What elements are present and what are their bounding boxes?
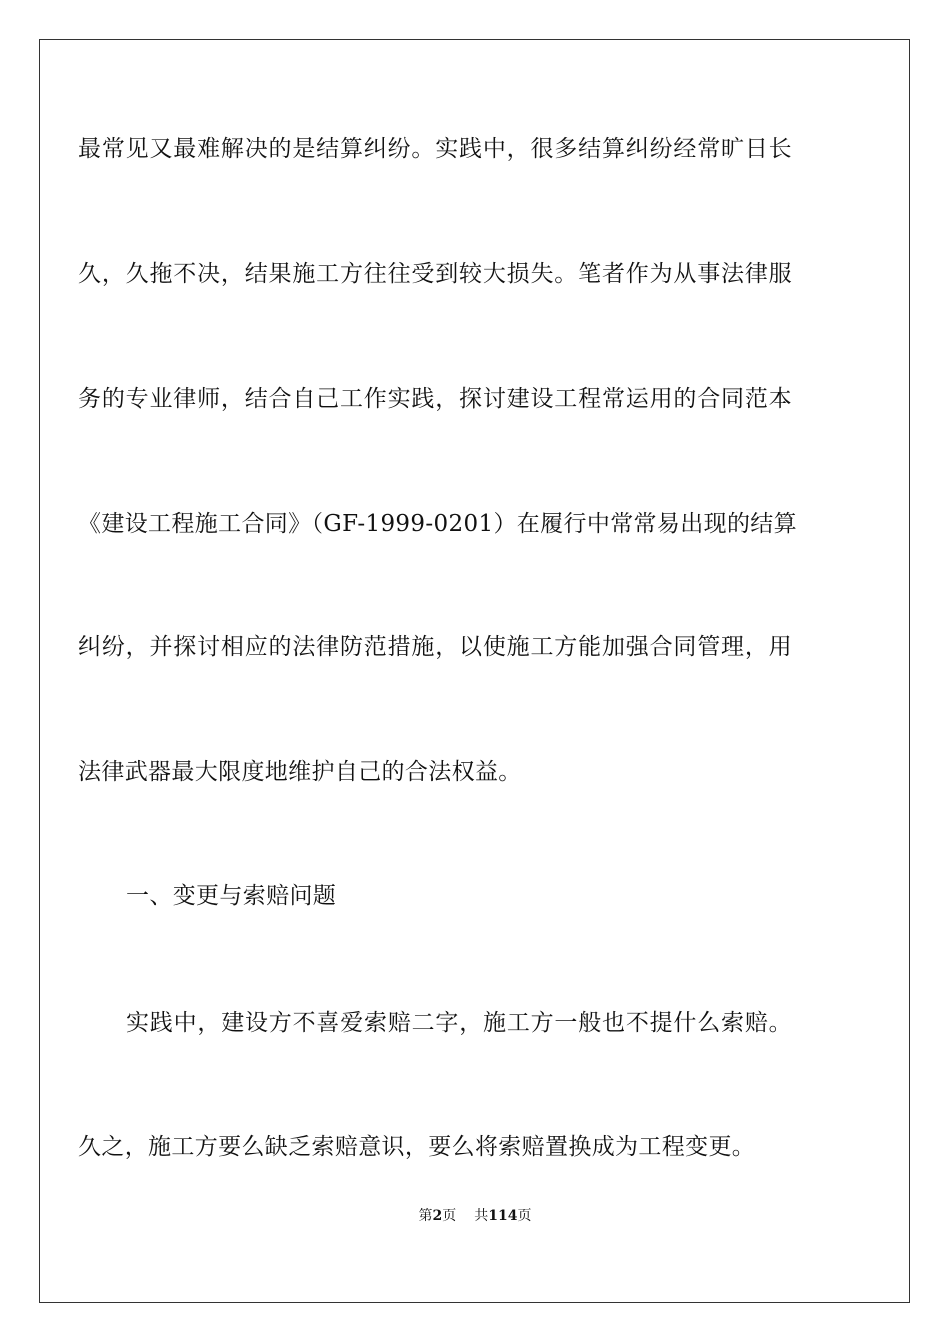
- page-footer: [0, 1208, 950, 1224]
- section-heading: 一、变更与索赔问题: [126, 883, 337, 909]
- page-number: 2: [432, 1208, 443, 1224]
- paragraph-line: 久，久拖不决，结果施工方往往受到较大损失。笔者作为从事法律服: [78, 261, 792, 287]
- page-frame: [39, 39, 910, 1303]
- paragraph-line: 法律武器最大限度地维护自己的合法权益。: [78, 759, 522, 785]
- page-prefix: 第: [418, 1208, 433, 1224]
- page-suffix: 页: [442, 1208, 457, 1224]
- paragraph-line: 纠纷，并探讨相应的法律防范措施，以使施工方能加强合同管理，用: [78, 634, 792, 660]
- total-prefix: 共: [474, 1208, 489, 1224]
- total-suffix: 页: [517, 1208, 532, 1224]
- paragraph-line: 务的专业律师，结合自己工作实践，探讨建设工程常运用的合同范本: [78, 386, 792, 412]
- paragraph-line: 实践中，建设方不喜爱索赔二字，施工方一般也不提什么索赔。: [126, 1010, 792, 1036]
- paragraph-line: 《建设工程施工合同》（GF-1999-0201）在履行中常常易出现的结算: [78, 511, 798, 537]
- paragraph-line: 久之，施工方要么缺乏索赔意识，要么将索赔置换成为工程变更。: [78, 1134, 756, 1160]
- paragraph-line: 最常见又最难解决的是结算纠纷。实践中，很多结算纠纷经常旷日长: [78, 136, 792, 162]
- total-pages: 114: [488, 1208, 518, 1224]
